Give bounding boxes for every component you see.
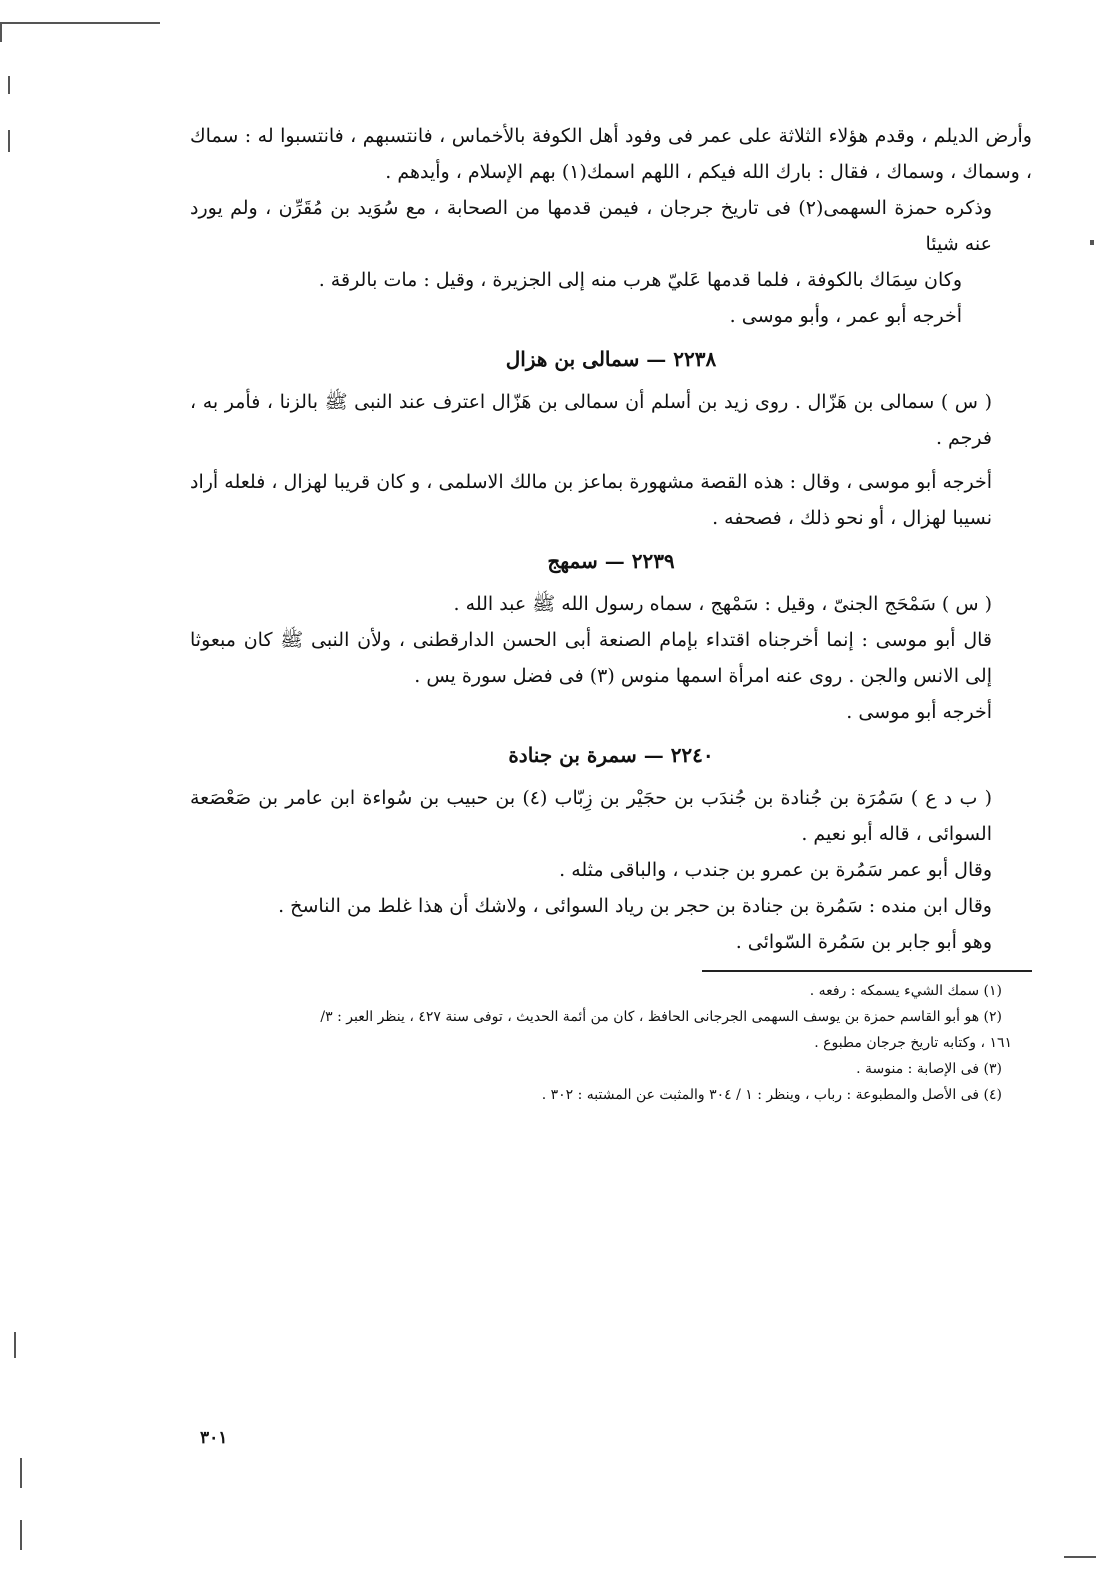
entry-paragraph: ( ب د ع ) سَمُرَة بن جُنادة بن جُندَب بن حجَيْر بن زِبّاب (٤) بن حبيب بن سُواءة ابن عامر بن صَعْصَعة السوائى ، قاله أبو نعيم . <box>190 787 992 845</box>
scan-edge-mark <box>8 76 10 94</box>
entry-paragraph: أخرجه أبو موسى ، وقال : هذه القصة مشهورة بماعز بن مالك الاسلمى ، و كان قريبا لهزال ، فلعله أراد نسيبا لهزال ، أو نحو ذلك ، فصحفه . <box>190 471 992 529</box>
entry-paragraph: ( س ) سَمْحَج الجنىّ ، وقيل : سَمْهج ، سماه رسول الله ﷺ عبد الله . <box>453 593 992 615</box>
intro-paragraph: وذكره حمزة السهمى(٢) فى تاريخ جرجان ، فيمن قدمها من الصحابة ، مع سُوَيد بن مُقَرِّن ، ولم يورد عنه شيئا <box>190 197 992 255</box>
scan-corner-line-top <box>0 22 160 24</box>
entry-paragraph: ( س ) سمالى بن هَزّال . روى زيد بن أسلم أن سمالى بن هَزّال اعترف عند النبى ﷺ بالزنا ، فأمر به ، فرجم . <box>190 391 992 449</box>
footnote-2: (٢) هو أبو القاسم حمزة بن يوسف السهمى الجرجانى الحافظ ، كان من أئمة الحديث ، توفى سنة ٤٢٧ ، ينظر العبر : ٣/ <box>320 1009 1002 1025</box>
scan-edge-mark <box>20 1520 22 1550</box>
entry-paragraph: وقال ابن منده : سَمُرة بن جنادة بن حجر بن رياد السوائى ، ولاشك أن هذا غلط من الناسخ . <box>278 895 992 917</box>
intro-paragraph: وأرض الديلم ، وقدم هؤلاء الثلاثة على عمر فى وفود أهل الكوفة بالأخماس ، فانتسبهم ، فانتسبوا له : سماك ، وسماك ، وسماك ، فقال : بارك الله فيكم ، اللهم اسمك(١) بهم الإسلام ، وأيدهم . <box>190 125 1032 183</box>
footnote-2-continued: ١٦١ ، وكتابه تاريخ جرجان مطبوع . <box>814 1035 1012 1051</box>
entry-heading-2240: ٢٢٤٠ — سمرة بن جنادة <box>508 743 714 767</box>
entry-paragraph: وقال أبو عمر سَمُرة بن عمرو بن جندب ، والباقى مثله . <box>559 859 992 881</box>
entry-paragraph: وهو أبو جابر بن سَمُرة السّوائى . <box>735 931 992 953</box>
footnote-divider <box>702 970 1032 972</box>
intro-paragraph: أخرجه أبو عمر ، وأبو موسى . <box>729 305 962 327</box>
scan-edge-mark <box>14 1332 16 1358</box>
book-page <box>190 118 1032 1108</box>
footnote-1: (١) سمك الشيء يسمكه : رفعه . <box>809 983 1002 999</box>
scan-corner-line-bottom <box>1064 1556 1096 1558</box>
entry-heading-2239: ٢٢٣٩ — سمهج <box>547 549 675 573</box>
entry-paragraph: قال أبو موسى : إنما أخرجناه اقتداء بإمام الصنعة أبى الحسن الدارقطنى ، ولأن النبى ﷺ كان مبعوثا إلى الانس والجن . روى عنه امرأة اسمها منوس (٣) فى فضل سورة يس . <box>190 629 992 687</box>
footnote-4: (٤) فى الأصل والمطبوعة : رباب ، وينظر : ١ / ٣٠٤ والمثبت عن المشتبه : ٣٠٢ . <box>541 1087 1002 1103</box>
footnote-3: (٣) فى الإصابة : منوسة . <box>856 1061 1002 1077</box>
intro-paragraph: وكان سِمَاك بالكوفة ، فلما قدمها عَليّ هرب منه إلى الجزيرة ، وقيل : مات بالرقة . <box>318 269 962 291</box>
entry-paragraph: أخرجه أبو موسى . <box>846 701 992 723</box>
scan-corner-line-left <box>0 22 2 42</box>
scan-dot <box>1090 240 1094 245</box>
scan-edge-mark <box>8 130 10 152</box>
entry-heading-2238: ٢٢٣٨ — سمالى بن هزال <box>505 347 717 371</box>
page-number: ٣٠١ <box>200 1428 228 1448</box>
scan-edge-mark <box>20 1458 22 1488</box>
